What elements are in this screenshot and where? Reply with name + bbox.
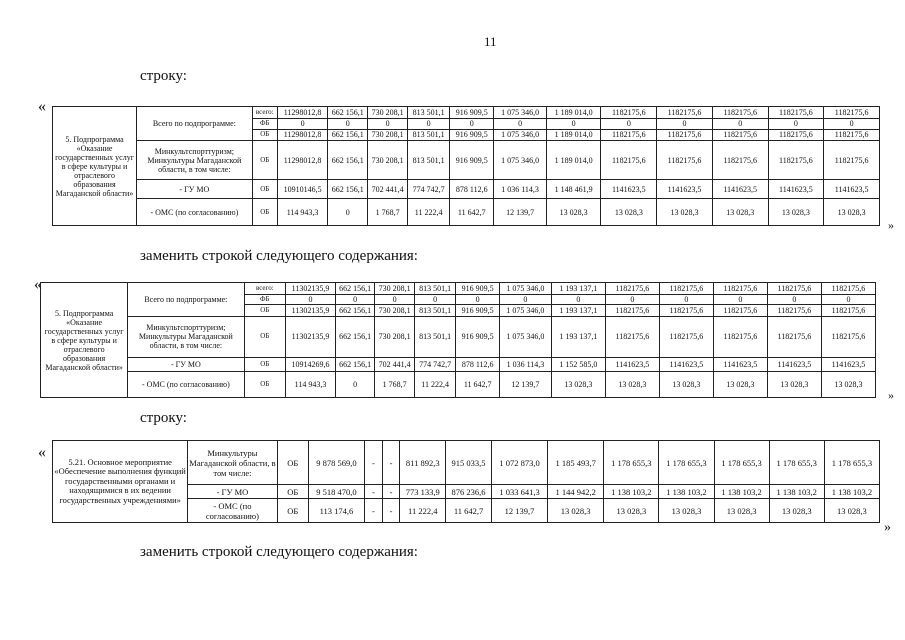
total-label: Всего по подпрограмме:	[128, 283, 244, 317]
table-row: 5. Подпрограмма «Оказание государственных услуг в сфере культуры и отраслевого образования Магаданской области» Всего по подпрограмме: всего: 11298012,8 662 156,1 730 208,1 813 501,1 916 909,5 1 075 346,0 1 189 014,0 1182175,6 1182175,6 1182175,6 1182175,6 1182175,6	[53, 107, 880, 119]
table-row: - ГУ МО ОБ 10914269,6 662 156,1 702 441,4 774 742,7 878 112,6 1 036 114,3 1 152 585,0 1141623,5 1141623,5 1141623,5 1141623,5 1141623,5	[41, 357, 876, 372]
table-row: 5.21. Основное мероприятие «Обеспечение выполнения функций государственными органами и находящимися в их ведении государственных учреждениями» Минкультуры Магаданской области, в том числе: ОБ 9 878 569,0 - - 811 892,3 915 033,5 1 072 873,0 1 185 493,7 1 178 655,3 1 178 655,3 1 178 655,3 1 178 655,3 1 178 655,3	[53, 441, 880, 485]
heading-row-label-1: строку:	[140, 68, 187, 84]
table-new-subprogram	[40, 282, 876, 398]
activity-name: 5.21. Основное мероприятие «Обеспечение выполнения функций государственными органами и находящимися в их ведении государственных учреждениями»	[53, 441, 188, 523]
quote-open-1: «	[38, 98, 46, 115]
subprogram-name: 5. Подпрограмма «Оказание государственных услуг в сфере культуры и отраслевого образования Магаданской области»	[41, 283, 128, 398]
table-old-activity	[52, 440, 880, 523]
table-row: - ГУ МО ОБ 10910146,5 662 156,1 702 441,4 774 742,7 878 112,6 1 036 114,3 1 148 461,9 1141623,5 1141623,5 1141623,5 1141623,5 1141623,5	[53, 179, 880, 198]
ministry-label: Минкультспорттуризм; Минкультуры Магаданской области, в том числе:	[137, 141, 253, 180]
table-row: ФБ 0 0 0 0 0 0 0 0 0 0 0 0	[41, 294, 876, 305]
quote-close-2: »	[888, 388, 894, 402]
heading-replace-1: заменить строкой следующего содержания:	[140, 248, 418, 264]
table-row: Минкультспорттуризм; Минкультуры Магаданской области, в том числе: ОБ 11298012,8 662 156,1 730 208,1 813 501,1 916 909,5 1 075 346,0 1 189 014,0 1182175,6 1182175,6 1182175,6 1182175,6 1182175,6	[53, 141, 880, 180]
table-old-subprogram	[52, 106, 880, 226]
table-row: - ОМС (по согласованию) ОБ 114 943,3 0 1 768,7 11 222,4 11 642,7 12 139,7 13 028,3 13 028,3 13 028,3 13 028,3 13 028,3 13 028,3	[53, 199, 880, 226]
quote-close-1: »	[888, 218, 894, 232]
quote-open-2: «	[34, 276, 42, 293]
quote-open-3: «	[38, 444, 46, 461]
table-row: ФБ 0 0 0 0 0 0 0 0 0 0 0 0	[53, 118, 880, 129]
quote-close-3: »	[884, 520, 891, 535]
table-row: - ОМС (по согласованию) ОБ 114 943,3 0 1 768,7 11 222,4 11 642,7 12 139,7 13 028,3 13 028,3 13 028,3 13 028,3 13 028,3 13 028,3	[41, 372, 876, 398]
ministry-label: Минкультспорттуризм; Минкультуры Магаданской области, в том числе:	[128, 317, 244, 357]
table-row: - ГУ МО ОБ 9 518 470,0 - - 773 133,9 876 236,6 1 033 641,3 1 144 942,2 1 138 103,2 1 138 103,2 1 138 103,2 1 138 103,2 1 138 103,2	[53, 485, 880, 499]
table-row: ОБ 11298012,8 662 156,1 730 208,1 813 501,1 916 909,5 1 075 346,0 1 189 014,0 1182175,6 1182175,6 1182175,6 1182175,6 1182175,6	[53, 129, 880, 141]
page-number: 11	[484, 34, 497, 49]
table-row: ОБ 11302135,9 662 156,1 730 208,1 813 501,1 916 909,5 1 075 346,0 1 193 137,1 1182175,6 1182175,6 1182175,6 1182175,6 1182175,6	[41, 305, 876, 317]
table-row: Минкультспорттуризм; Минкультуры Магаданской области, в том числе: ОБ 11302135,9 662 156,1 730 208,1 813 501,1 916 909,5 1 075 346,0 1 193 137,1 1182175,6 1182175,6 1182175,6 1182175,6 1182175,6	[41, 317, 876, 357]
table-row: 5. Подпрограмма «Оказание государственных услуг в сфере культуры и отраслевого образования Магаданской области» Всего по подпрограмме: всего: 11302135,9 662 156,1 730 208,1 813 501,1 916 909,5 1 075 346,0 1 193 137,1 1182175,6 1182175,6 1182175,6 1182175,6 1182175,6	[41, 283, 876, 295]
subprogram-name: 5. Подпрограмма «Оказание государственных услуг в сфере культуры и отраслевого образования Магаданской области»	[53, 107, 137, 226]
total-label: Всего по подпрограмме:	[137, 107, 253, 141]
heading-replace-2: заменить строкой следующего содержания:	[140, 544, 418, 560]
table-row: - ОМС (по согласованию) ОБ 113 174,6 - - 11 222,4 11 642,7 12 139,7 13 028,3 13 028,3 13 028,3 13 028,3 13 028,3 13 028,3	[53, 499, 880, 523]
heading-row-label-2: строку:	[140, 410, 187, 426]
